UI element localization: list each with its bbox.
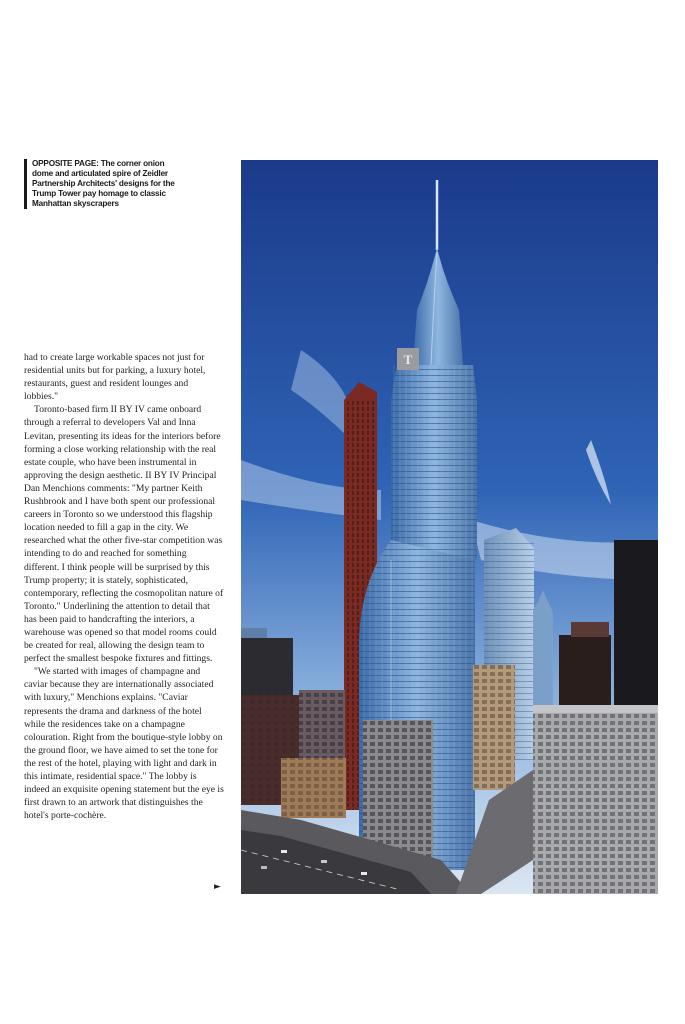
article-paragraph: Toronto-based firm II BY IV came onboard through a referral to developers Val and Inna Levitan, presenting its ideas for the interiors before forming a close working relationship with the real estate couple, who have been instrumental in approving the design aesthetic. II BY IV Principal Dan Menchions comments: "My partner Keith Rushbrook and I have both spent our professional careers in Toronto so we understood this flagship location needed to fill a gap in the city. We researched what the other five-star competition was intending to do and reached for something different. I think people will be surprised by this Trump property; it is stately, sophisticated, contemporary, reflecting the cosmopolitan nature of Toronto." Underlining the attention to detail that has been paid to handcrafting the interiors, a warehouse was opened so that model rooms could be created for real, allowing the design team to perfect the smallest bespoke fixtures and fittings. [24, 404, 224, 665]
building [614, 540, 658, 720]
article-paragraph: had to create large workable spaces not just for residential units but for parking, a luxury hotel, restaurants, guest and resident lounges and lobbies." [24, 352, 206, 403]
caption-lead: OPPOSITE PAGE: [32, 159, 99, 168]
svg-text:T: T [403, 352, 413, 367]
end-of-article-arrow-icon: ► [214, 882, 221, 892]
tower-rendering-photo [241, 160, 658, 894]
caption-text: The corner onion dome and articulated spire of Zeidler Partnership Architects' designs for the Trump Tower pay homage to classic Manhattan skyscrapers [32, 159, 175, 208]
building [559, 635, 611, 715]
photo-caption [24, 159, 182, 209]
tower-rendering [241, 160, 658, 894]
article-paragraph: "We started with images of champagne and caviar because they are internationally associated with luxury," Menchions explains. "Caviar represents the drama and darkness of the hotel while the residences take on a champagne colouration. Right from the boutique-style lobby on the ground floor, we have aimed to set the tone for the rest of the hotel, playing with light and dark in this intimate, residential space." The lobby is indeed an exquisite opening statement but the eye is first drawn to an artwork that distinguishes the hotel's porte-cochère. [24, 666, 224, 822]
article-column [24, 351, 224, 822]
